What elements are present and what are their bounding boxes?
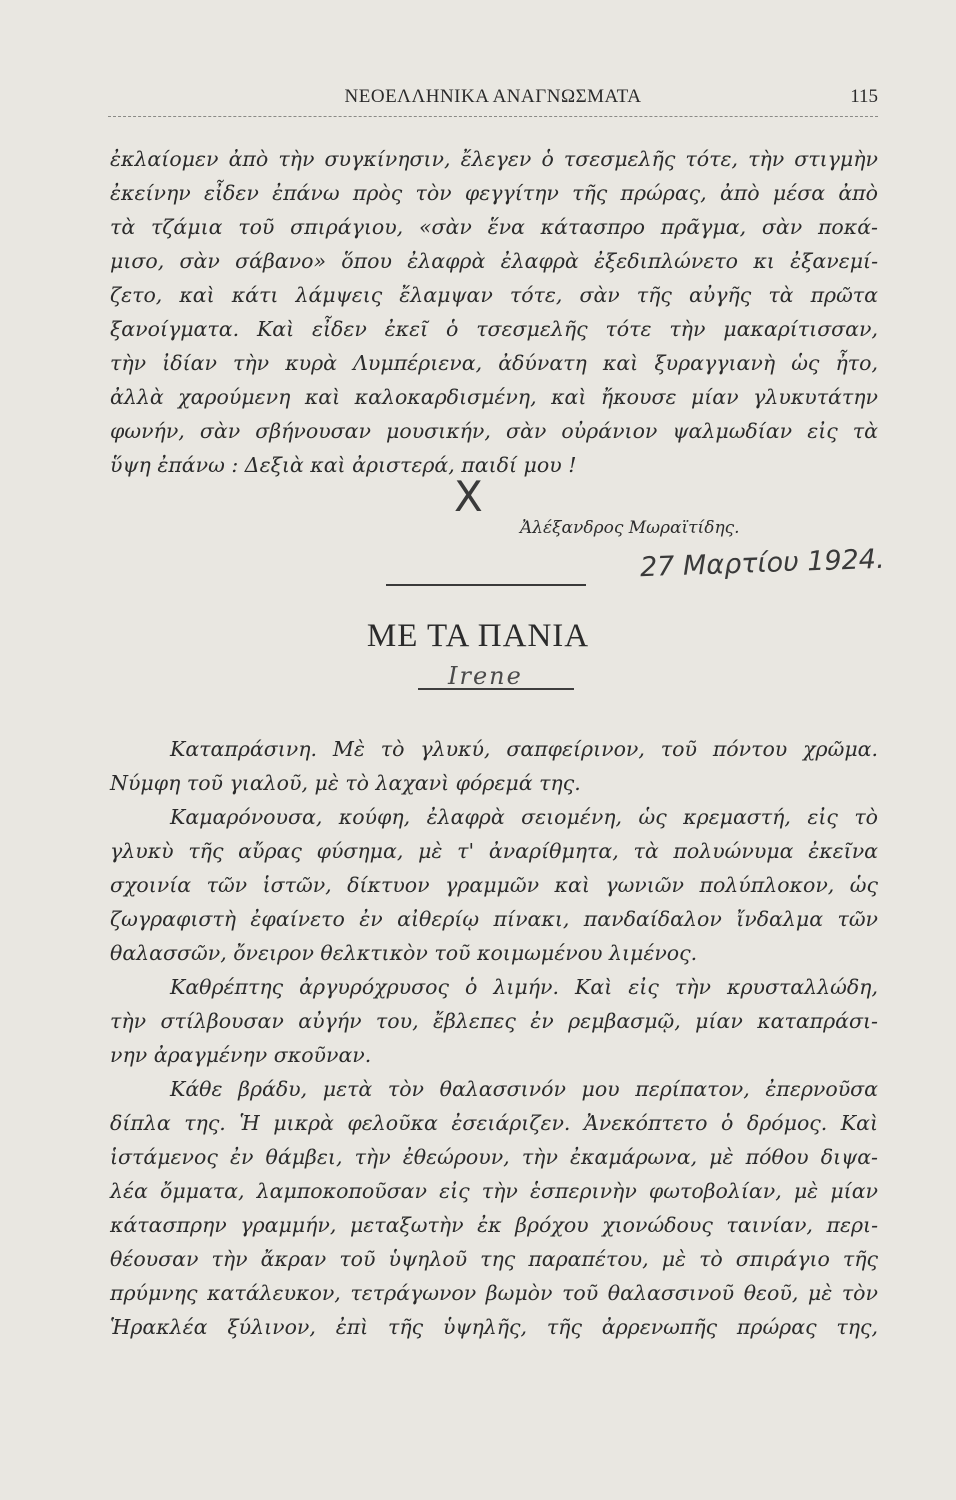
- text-line: θαλασσῶν, ὄνειρον θελκτικὸν τοῦ κοιμωμένου λιμένος.: [110, 941, 698, 965]
- text-line: Ἡρακλέα ξύλινον, ἐπὶ τῆς ὑψηλῆς, τῆς ἀρρενωπῆς πρώρας της,: [110, 1315, 878, 1339]
- handwritten-underline: [418, 688, 574, 690]
- section-title: ΜΕ ΤΑ ΠΑΝΙΑ: [366, 618, 590, 654]
- text-line: τὴν στίλβουσαν αὐγήν του, ἔβλεπες ἐν ρεμβασμῷ, μίαν καταπράσι-: [110, 1009, 878, 1033]
- text-line: ὕψη ἐπάνω : Δεξιὰ καὶ ἀριστερά, παιδί μου !: [110, 453, 577, 477]
- text-line: ζετο, καὶ κάτι λάμψεις ἔλαμψαν τότε, σὰν τῆς αὐγῆς τὰ πρῶτα: [110, 283, 878, 307]
- text-line: θέουσαν τὴν ἄκραν τοῦ ὑψηλοῦ της παραπέτου, μὲ τὸ σπιράγιο τῆς: [110, 1247, 878, 1271]
- text-line: ἀλλὰ χαρούμενη καὶ καλοκαρδισμένη, καὶ ἤκουσε μίαν γλυκυτάτην: [110, 385, 878, 409]
- paragraph: [110, 970, 878, 1072]
- text-line: γλυκὺ τῆς αὔρας φύσημα, μὲ τ' ἀναρίθμητα, τὰ πολυώνυμα ἐκεῖνα: [110, 839, 878, 863]
- handwritten-date: 27 Μαρτίου 1924.: [639, 543, 886, 584]
- text-line: ἱστάμενος ἐν θάμβει, τὴν ἐθεώρουν, τὴν ἐκαμάρωνα, μὲ πόθου διψα-: [110, 1145, 878, 1169]
- text-line: μισο, σὰν σάβανο» ὅπου ἐλαφρὰ ἐλαφρὰ ἐξεδιπλώνετο κι ἐξανεμί-: [110, 249, 878, 273]
- text-line: Κάθε βράδυ, μετὰ τὸν θαλασσινόν μου περίπατον, ἐπερνοῦσα: [170, 1077, 878, 1101]
- text-line: φωνήν, σὰν σβήνουσαν μουσικήν, σὰν οὐράνιον ψαλμωδίαν εἰς τὰ: [110, 419, 878, 443]
- text-line: δίπλα της. Ἡ μικρὰ φελοῦκα ἐσειάριζεν. Ἀνεκόπτετο ὁ δρόμος. Καὶ: [110, 1111, 878, 1135]
- text-line: ἐκείνην εἶδεν ἐπάνω πρὸς τὸν φεγγίτην τῆς πρώρας, ἀπὸ μέσα ἀπὸ: [110, 181, 878, 205]
- text-line: νην ἀραγμένην σκοῦναν.: [110, 1043, 372, 1067]
- page-number: 115: [850, 86, 878, 107]
- page-header: [108, 86, 878, 117]
- text-line: Καθρέπτης ἀργυρόχρυσος ὁ λιμήν. Καὶ εἰς τὴν κρυσταλλώδη,: [170, 975, 878, 999]
- text-line: σχοινία τῶν ἱστῶν, δίκτυον γραμμῶν καὶ γωνιῶν πολύπλοκον, ὡς: [110, 873, 878, 897]
- text-line: τὴν ἰδίαν τὴν κυρὰ Λυμπέριενα, ἀδύνατη καὶ ξυραγγιανὴ ὡς ἦτο,: [110, 351, 878, 375]
- text-line: κάτασπρην γραμμήν, μεταξωτὴν ἐκ βρόχου χιονώδους ταινίαν, περι-: [110, 1213, 878, 1237]
- text-line: λέα ὄμματα, λαμποκοποῦσαν εἰς τὴν ἑσπερινὴν φωτοβολίαν, μὲ μίαν: [110, 1179, 878, 1203]
- text-line: πρύμνης κατάλευκον, τετράγωνον βωμὸν τοῦ θαλασσινοῦ θεοῦ, μὲ τὸν: [110, 1281, 878, 1305]
- section-divider: [386, 584, 586, 586]
- handwritten-author-name: Irene: [448, 662, 523, 690]
- paragraph: [110, 800, 878, 970]
- author-signature: Ἀλέξανδρος Μωραϊτίδης.: [520, 518, 740, 538]
- story-body: [110, 732, 878, 1344]
- paragraph: [110, 1072, 878, 1344]
- running-title: ΝΕΟΕΛΛΗΝΙΚΑ ΑΝΑΓΝΩΣΜΑΤΑ: [344, 86, 642, 107]
- text-line: ξανοίγματα. Καὶ εἶδεν ἐκεῖ ὁ τσεσμελῆς τότε τὴν μακαρίτισσαν,: [110, 317, 878, 341]
- paragraph: [110, 732, 878, 800]
- text-line: ζωγραφιστὴ ἐφαίνετο ἐν αἰθερίῳ πίνακι, πανδαίδαλον ἴνδαλμα τῶν: [110, 907, 878, 931]
- handwritten-mark: X: [454, 472, 483, 521]
- text-line: Καμαρόνουσα, κούφη, ἐλαφρὰ σειομένη, ὡς κρεμαστή, εἰς τὸ: [170, 805, 878, 829]
- text-line: Καταπράσινη. Μὲ τὸ γλυκύ, σαπφείρινον, τοῦ πόντου χρῶμα.: [170, 737, 878, 761]
- text-line: ἐκλαίομεν ἀπὸ τὴν συγκίνησιν, ἔλεγεν ὁ τσεσμελῆς τότε, τὴν στιγμὴν: [110, 147, 878, 171]
- closing-paragraph: [110, 142, 878, 482]
- text-line: Νύμφη τοῦ γιαλοῦ, μὲ τὸ λαχανὶ φόρεμά της.: [110, 771, 581, 795]
- text-line: τὰ τζάμια τοῦ σπιράγιου, «σὰν ἕνα κάτασπρο πρᾶγμα, σὰν ποκά-: [110, 215, 878, 239]
